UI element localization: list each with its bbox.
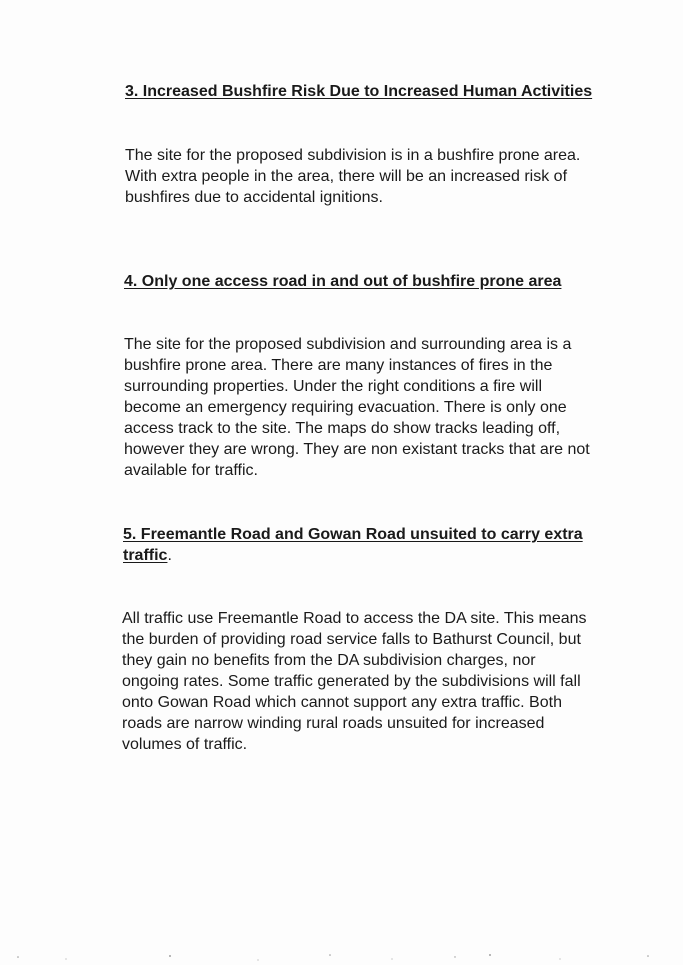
section-4-heading xyxy=(124,271,561,292)
section-5-heading-text: 5. Freemantle Road and Gowan Road unsuited to carry extra traffic xyxy=(123,526,583,564)
section-5-heading-trailing: . xyxy=(167,547,172,564)
section-5-heading xyxy=(123,524,603,566)
section-3-heading-text: 3. Increased Bushfire Risk Due to Increased Human Activities xyxy=(125,83,593,100)
scan-speckle xyxy=(0,950,683,965)
section-4-body: The site for the proposed subdivision and surrounding area is a bushfire prone area. There are many instances of fires in the surrounding properties. Under the right conditions a fire will become an emergency requiring evacuation. There is only one access track to the site. The maps do show tracks leading off, however they are wrong. They are non existant tracks that are not available for traffic. xyxy=(124,336,590,479)
section-3-body: The site for the proposed subdivision is in a bushfire prone area. With extra people in the area, there will be an increased risk of bushfires due to accidental ignitions. xyxy=(125,147,581,206)
section-3-heading xyxy=(125,81,592,102)
section-5-body: All traffic use Freemantle Road to access the DA site. This means the burden of providing road service falls to Bathurst Council, but they gain no benefits from the DA subdivision charges, nor ongoing rates. Some traffic generated by the subdivisions will fall onto Gowan Road which cannot support any extra traffic. Both roads are narrow winding rural roads unsuited for increased volumes of traffic. xyxy=(122,610,587,753)
section-4-heading-text: 4. Only one access road in and out of bushfire prone area xyxy=(124,273,562,290)
